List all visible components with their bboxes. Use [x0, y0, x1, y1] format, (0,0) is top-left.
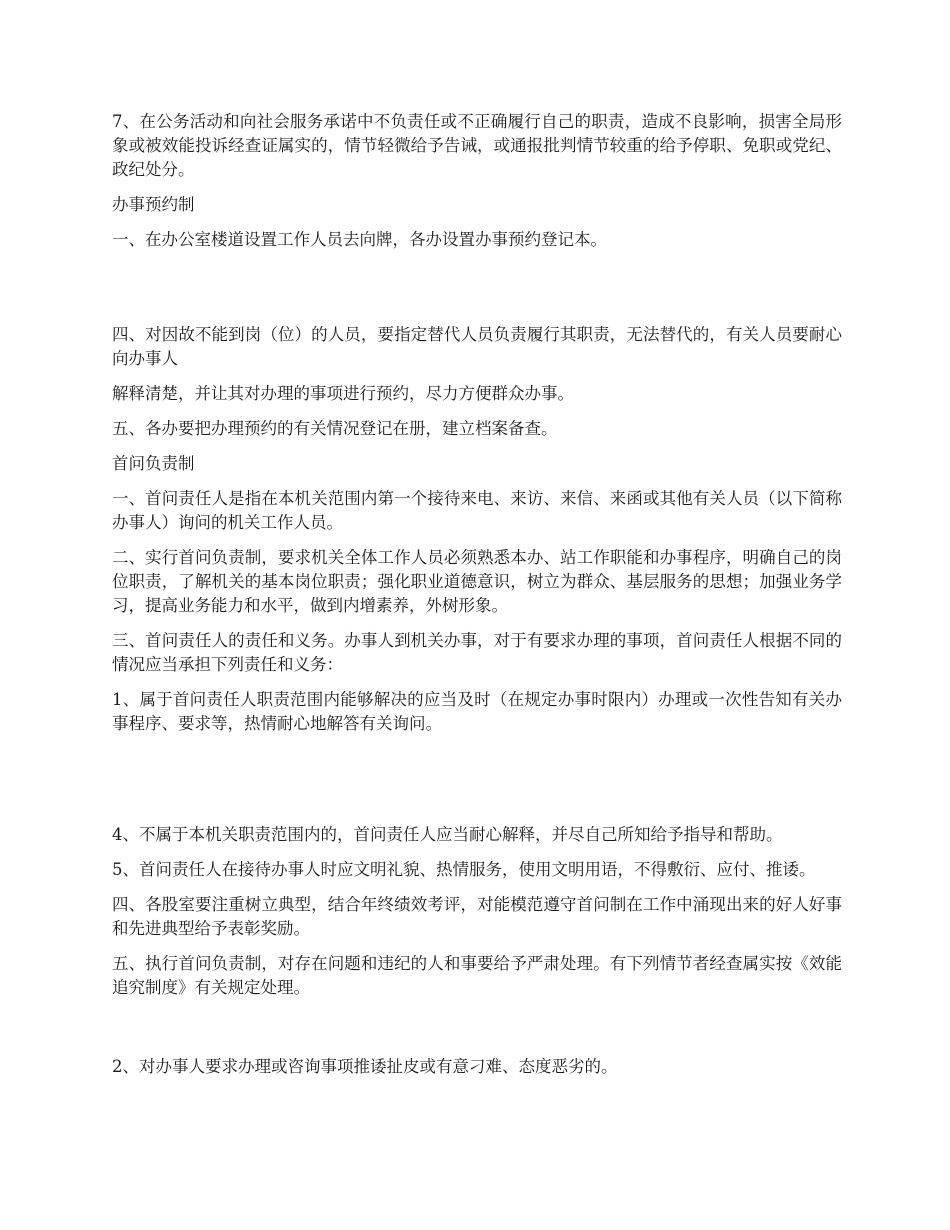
paragraph-appointment-5: 五、各办要把办理预约的有关情况登记在册，建立档案备查。	[112, 419, 558, 438]
paragraph-duty-5: 5、首问责任人在接待办事人时应文明礼貌、热情服务，使用文明用语，不得敷衍、应付、推诿。	[112, 860, 816, 879]
blank-gap	[112, 263, 842, 323]
blank-gap	[112, 747, 842, 823]
paragraph-first-inquiry-4: 四、各股室要注重树立典型，结合年终绩效考评，对能模范遵守首问制在工作中涌现出来的好人好事和先进典型给予表彰奖励。	[112, 895, 842, 938]
paragraph-first-inquiry-5: 五、执行首问负责制，对存在问题和违纪的人和事要给予严肃处理。有下列情节者经查属实按《效能追究制度》有关规定处理。	[112, 954, 842, 997]
section-heading-first-inquiry: 首问负责制	[112, 454, 195, 473]
paragraph-appointment-1: 一、在办公室楼道设置工作人员去向牌，各办设置办事预约登记本。	[112, 230, 607, 249]
paragraph-duty-4: 4、不属于本机关职责范围内的，首问责任人应当耐心解释，并尽自己所知给予指导和帮助。	[112, 825, 783, 844]
paragraph-first-inquiry-2: 二、实行首问负责制，要求机关全体工作人员必须熟悉本办、站工作职能和办事程序，明确自己的岗位职责，了解机关的基本岗位职责；强化职业道德意识，树立为群众、基层服务的思想；加强业务学习，提高业务能力和水平，做到内增素养，外树形象。	[112, 548, 842, 615]
paragraph-violation-2: 2、对办事人要求办理或咨询事项推诿扯皮或有意刁难、态度恶劣的。	[112, 1057, 618, 1076]
paragraph-item-7: 7、在公务活动和向社会服务承诺中不负责任或不正确履行自己的职责，造成不良影响，损害全局形象或被效能投诉经查证属实的，情节轻微给予告诫，或通报批判情节较重的给予停职、免职或党纪、政纪处分。	[112, 112, 842, 179]
paragraph-appointment-4-cont: 解释清楚，并让其对办理的事项进行预约，尽力方便群众办事。	[112, 384, 574, 403]
paragraph-appointment-4: 四、对因故不能到岗（位）的人员，要指定替代人员负责履行其职责，无法替代的，有关人员要耐心向办事人	[112, 325, 842, 368]
paragraph-duty-1: 1、属于首问责任人职责范围内能够解决的应当及时（在规定办事时限内）办理或一次性告知有关办事程序、要求等，热情耐心地解答有关询问。	[112, 690, 842, 733]
paragraph-first-inquiry-1: 一、首问责任人是指在本机关范围内第一个接待来电、来访、来信、来函或其他有关人员（以下简称办事人）询问的机关工作人员。	[112, 489, 842, 532]
section-heading-appointment: 办事预约制	[112, 195, 195, 214]
blank-gap	[112, 1011, 842, 1055]
paragraph-first-inquiry-3: 三、首问责任人的责任和义务。办事人到机关办事，对于有要求办理的事项，首问责任人根据不同的情况应当承担下列责任和义务：	[112, 631, 842, 674]
document-page	[112, 110, 842, 1090]
